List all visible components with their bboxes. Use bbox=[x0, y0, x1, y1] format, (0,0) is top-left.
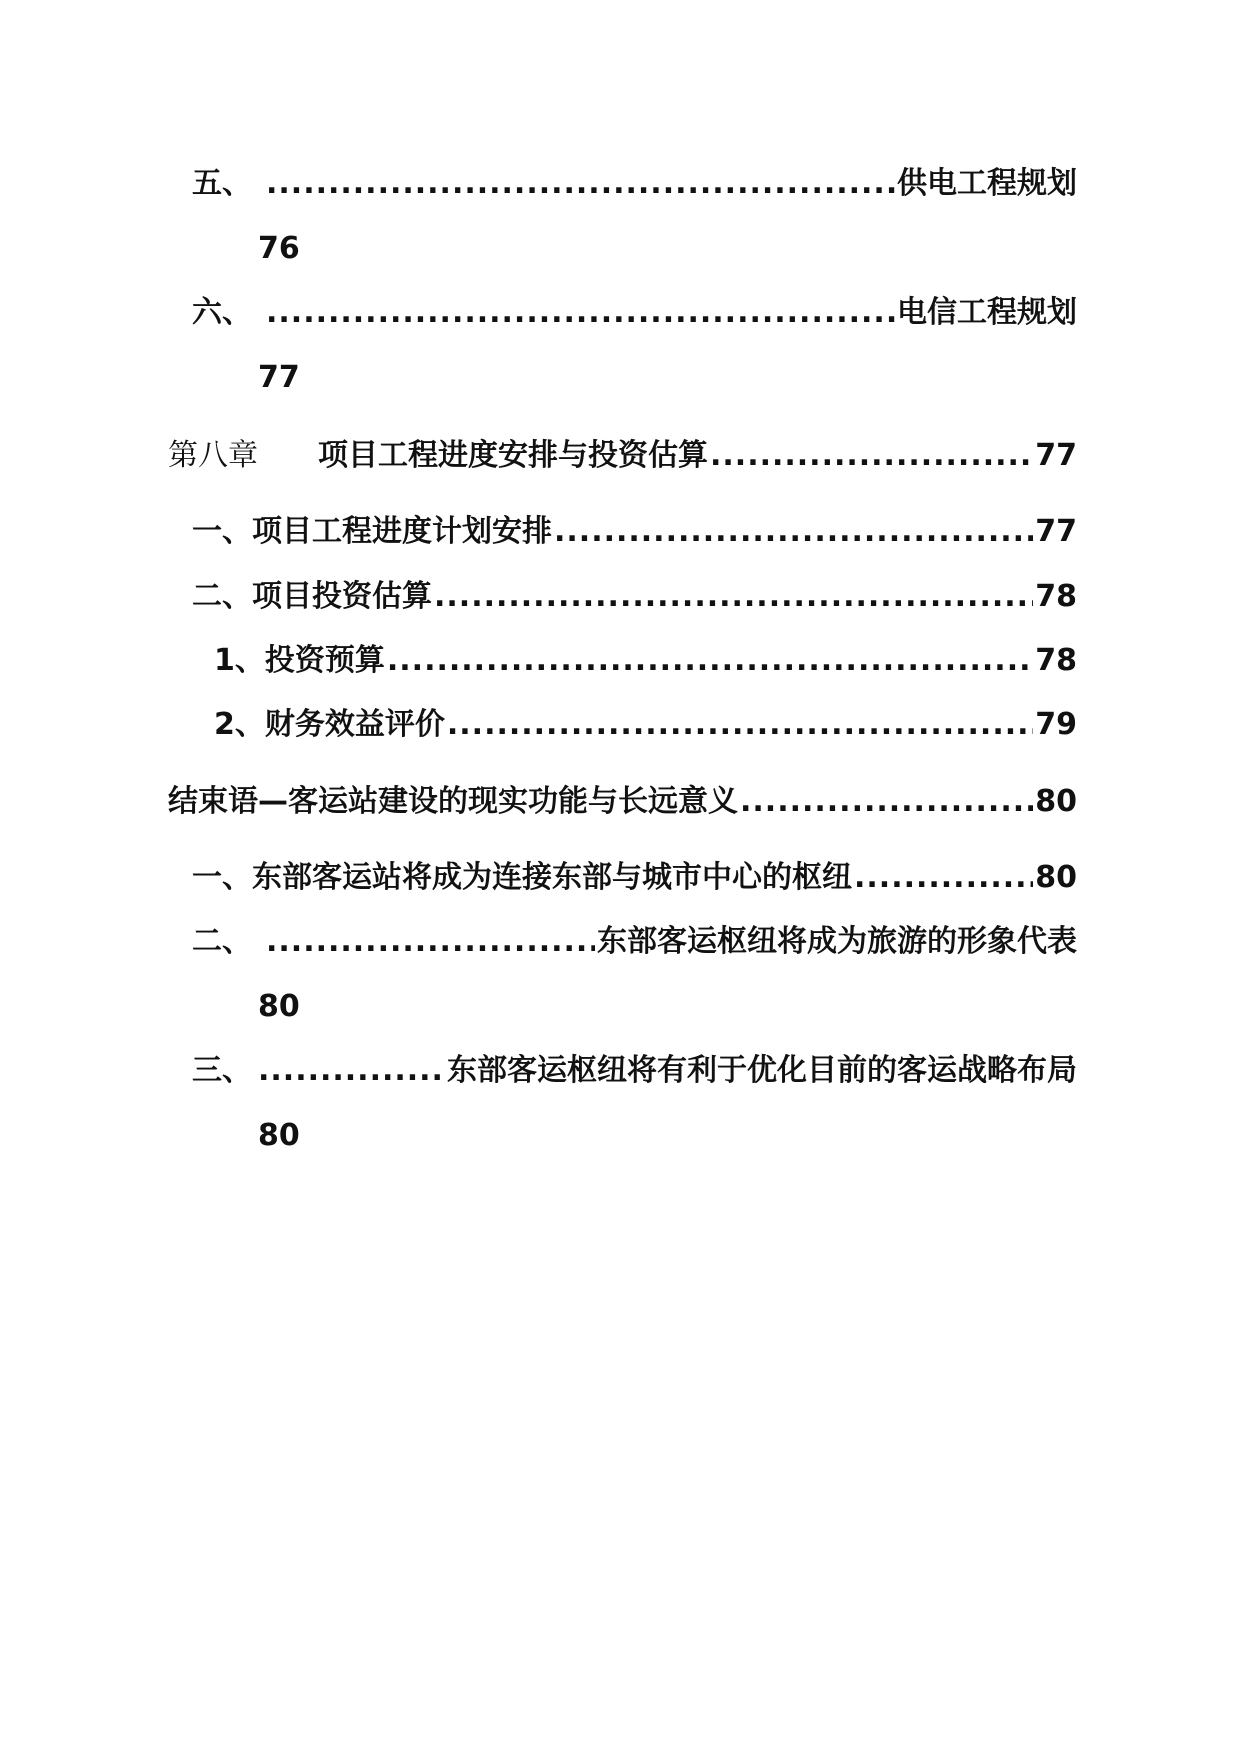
toc-dot-leader bbox=[554, 512, 1033, 552]
toc-entry-page-number: 77 bbox=[258, 360, 300, 395]
toc-dot-leader bbox=[266, 164, 895, 204]
toc-entry[interactable] bbox=[192, 164, 1077, 204]
toc-entry-label: 六、 bbox=[192, 295, 252, 330]
toc-entry-label: 一、 bbox=[192, 860, 252, 895]
toc-chapter-entry[interactable] bbox=[168, 782, 1077, 822]
toc-entry-label: 一、 bbox=[192, 514, 252, 549]
toc-entry-label: 二、 bbox=[192, 579, 252, 614]
toc-entry-title: 电信工程规划 bbox=[897, 295, 1077, 330]
toc-entry-page-number: 79 bbox=[1035, 707, 1077, 742]
toc-entry[interactable] bbox=[192, 577, 1077, 617]
toc-entry-title: 供电工程规划 bbox=[897, 166, 1077, 201]
toc-chapter-label: 第八章 bbox=[168, 438, 258, 473]
toc-entry-title: 东部客运站将成为连接东部与城市中心的枢纽 bbox=[252, 860, 852, 895]
toc-dot-leader bbox=[854, 858, 1033, 898]
toc-dot-leader bbox=[266, 293, 895, 333]
toc-dot-leader bbox=[258, 1051, 445, 1091]
toc-entry[interactable] bbox=[192, 293, 1077, 333]
toc-entry-label: 三、 bbox=[192, 1053, 252, 1088]
toc-dot-leader bbox=[387, 641, 1033, 681]
toc-entry-page-number: 78 bbox=[1035, 643, 1077, 678]
toc-entry-label: 二、 bbox=[192, 924, 252, 959]
toc-dot-leader bbox=[447, 705, 1033, 745]
toc-entry-title: 财务效益评价 bbox=[264, 707, 445, 742]
toc-dot-leader bbox=[266, 922, 595, 962]
toc-entry-page-number: 78 bbox=[1035, 579, 1077, 614]
toc-entry-page-number: 76 bbox=[258, 231, 300, 266]
toc-dot-leader bbox=[740, 782, 1033, 822]
toc-entry[interactable] bbox=[192, 922, 1077, 962]
toc-dot-leader bbox=[710, 436, 1033, 476]
toc-entry-page-number: 80 bbox=[1035, 784, 1077, 819]
toc-entry[interactable] bbox=[192, 512, 1077, 552]
toc-entry-title: 结束语—客运站建设的现实功能与长远意义 bbox=[168, 784, 738, 819]
toc-entry-label: 2、 bbox=[214, 707, 265, 742]
toc-entry-title: 东部客运枢纽将成为旅游的形象代表 bbox=[597, 924, 1077, 959]
toc-entry-page-number: 80 bbox=[258, 1118, 300, 1153]
toc-entry-title: 项目工程进度计划安排 bbox=[252, 514, 552, 549]
toc-entry-page-number: 80 bbox=[258, 989, 300, 1024]
toc-chapter-entry[interactable] bbox=[168, 436, 1077, 476]
toc-entry-title: 项目工程进度安排与投资估算 bbox=[318, 438, 708, 473]
toc-entry-page-number: 80 bbox=[1035, 860, 1077, 895]
toc-entry-label: 五、 bbox=[192, 166, 252, 201]
toc-entry[interactable] bbox=[214, 641, 1077, 681]
toc-entry-page-number: 77 bbox=[1035, 438, 1077, 473]
toc-entry[interactable] bbox=[192, 858, 1077, 898]
toc-entry-label: 1、 bbox=[214, 643, 265, 678]
toc-dot-leader bbox=[434, 577, 1033, 617]
toc-entry-page-number: 77 bbox=[1035, 514, 1077, 549]
toc-entry[interactable] bbox=[192, 1051, 1077, 1091]
toc-entry-title: 东部客运枢纽将有利于优化目前的客运战略布局 bbox=[447, 1053, 1077, 1088]
toc-entry[interactable] bbox=[214, 705, 1077, 745]
toc-entry-title: 投资预算 bbox=[264, 643, 385, 678]
toc-entry-title: 项目投资估算 bbox=[252, 579, 432, 614]
